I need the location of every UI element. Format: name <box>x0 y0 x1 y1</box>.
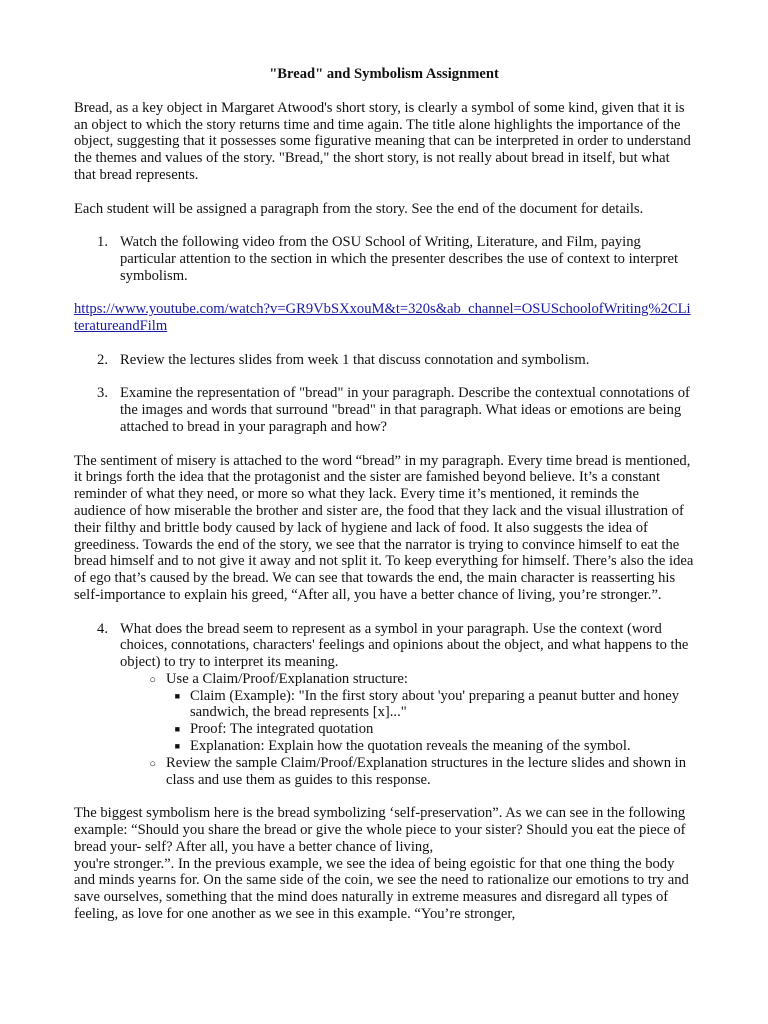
document-title: "Bread" and Symbolism Assignment <box>269 66 499 82</box>
list-number-4: 4. <box>97 620 108 637</box>
list-item-2-text: Review the lectures slides from week 1 that discuss connotation and symbolism. <box>120 351 590 368</box>
video-link[interactable]: https://www.youtube.com/watch?v=GR9VbSXxouM&t=320s&ab_channel=OSUSchoolofWriting%2CLiteratureandFilm <box>74 301 691 335</box>
list-item-2 <box>74 352 694 369</box>
list-item-3-text: Examine the representation of "bread" in your paragraph. Describe the contextual connotations of the images and words that surround "bread" in that paragraph. What ideas or emotions are being attached to bread in your paragraph and how? <box>120 385 690 435</box>
intro-paragraph: Bread, as a key object in Margaret Atwood's short story, is clearly a symbol of some kind, given that it is an object to which the story returns time and time again. The title alone highlights the importance of the object, suggesting that it possesses some figurative meaning that can be interpreted in order to understand the themes and values of the story. "Bread," the short story, is not really about bread in itself, but what that bread represents. <box>74 99 691 183</box>
sub-item-review <box>120 755 694 789</box>
response-paragraph-2-line1: The biggest symbolism here is the bread symbolizing ‘self-preservation”. As we can see in the following example: “Should you share the bread or give the whole piece to your sister? Should you eat the piece of bread your- self? After all, you have a better chance of living, <box>74 805 686 855</box>
subsub-item-claim <box>166 688 694 722</box>
response-paragraph-2-line2: you're stronger.”. In the previous example, we see the idea of being egoistic for that one thing the body and minds yearns for. On the same side of the coin, we see the need to rationalize our emotions to try and save ourselves, something that the mind does naturally in extreme measures and disregard all types of feeling, as love for one another as we see in this example. “You’re stronger, <box>74 855 689 923</box>
list-item-4 <box>74 621 694 789</box>
circle-bullet-icon: ○ <box>149 673 156 686</box>
list-number-1: 1. <box>97 234 108 251</box>
square-bullet-icon: ■ <box>174 724 180 735</box>
square-bullet-icon: ■ <box>174 741 180 752</box>
sub-item-review-text: Review the sample Claim/Proof/Explanation structures in the lecture slides and shown in class and use them as guides to this response. <box>166 754 686 788</box>
subsub-item-proof <box>166 721 694 738</box>
list-item-4-text: What does the bread seem to represent as a symbol in your paragraph. Use the context (word choices, connotations, characters' feelings and opinions about the object, and what happens to the object) to try to interpret its meaning. <box>120 620 689 671</box>
list-item-3 <box>74 385 694 435</box>
list-number-3: 3. <box>97 385 108 402</box>
subsub-item-explanation-text: Explanation: Explain how the quotation reveals the meaning of the symbol. <box>190 738 631 755</box>
response-paragraph-2 <box>74 805 694 923</box>
list-item-1-text: Watch the following video from the OSU School of Writing, Literature, and Film, paying particular attention to the section in which the presenter describes the use of context to interpret symbolism. <box>120 234 679 284</box>
subsub-item-proof-text: Proof: The integrated quotation <box>190 721 374 738</box>
response-paragraph-1: The sentiment of misery is attached to the word “bread” in my paragraph. Every time bread is mentioned, it brings forth the idea that the protagonist and the sister are famished beyond believe. It’s a constant reminder of what they need, or more so what they lack. Every time it’s mentioned, it reminds the audience of how miserable the brother and sister are, the food that they lack and the visual illustration of their filthy and brittle body caused by lack of hygiene and lack of food. It also suggests the idea of greediness. Towards the end of the story, we see that the narrator is trying to convince himself to eat the bread himself and to not give it away and not split it. To keep everything for himself. There’s also the idea of ego that’s caused by the bread. We can see that towards the end, the main character is reasserting his self-importance to explain his greed, “After all, you have a better chance of living, you’re stronger.”. <box>74 452 694 603</box>
sub-item-structure-text: Use a Claim/Proof/Explanation structure: <box>166 670 408 687</box>
sub-item-structure <box>120 671 694 755</box>
square-bullet-icon: ■ <box>174 690 180 701</box>
subsub-item-explanation <box>166 738 694 755</box>
list-number-2: 2. <box>97 351 108 368</box>
circle-bullet-icon: ○ <box>149 757 156 770</box>
assignment-note: Each student will be assigned a paragraph from the story. See the end of the document for details. <box>74 200 644 217</box>
subsub-item-claim-text: Claim (Example): "In the first story about 'you' preparing a peanut butter and honey sandwich, the bread represents [x]..." <box>190 687 680 721</box>
list-item-1 <box>74 234 694 284</box>
